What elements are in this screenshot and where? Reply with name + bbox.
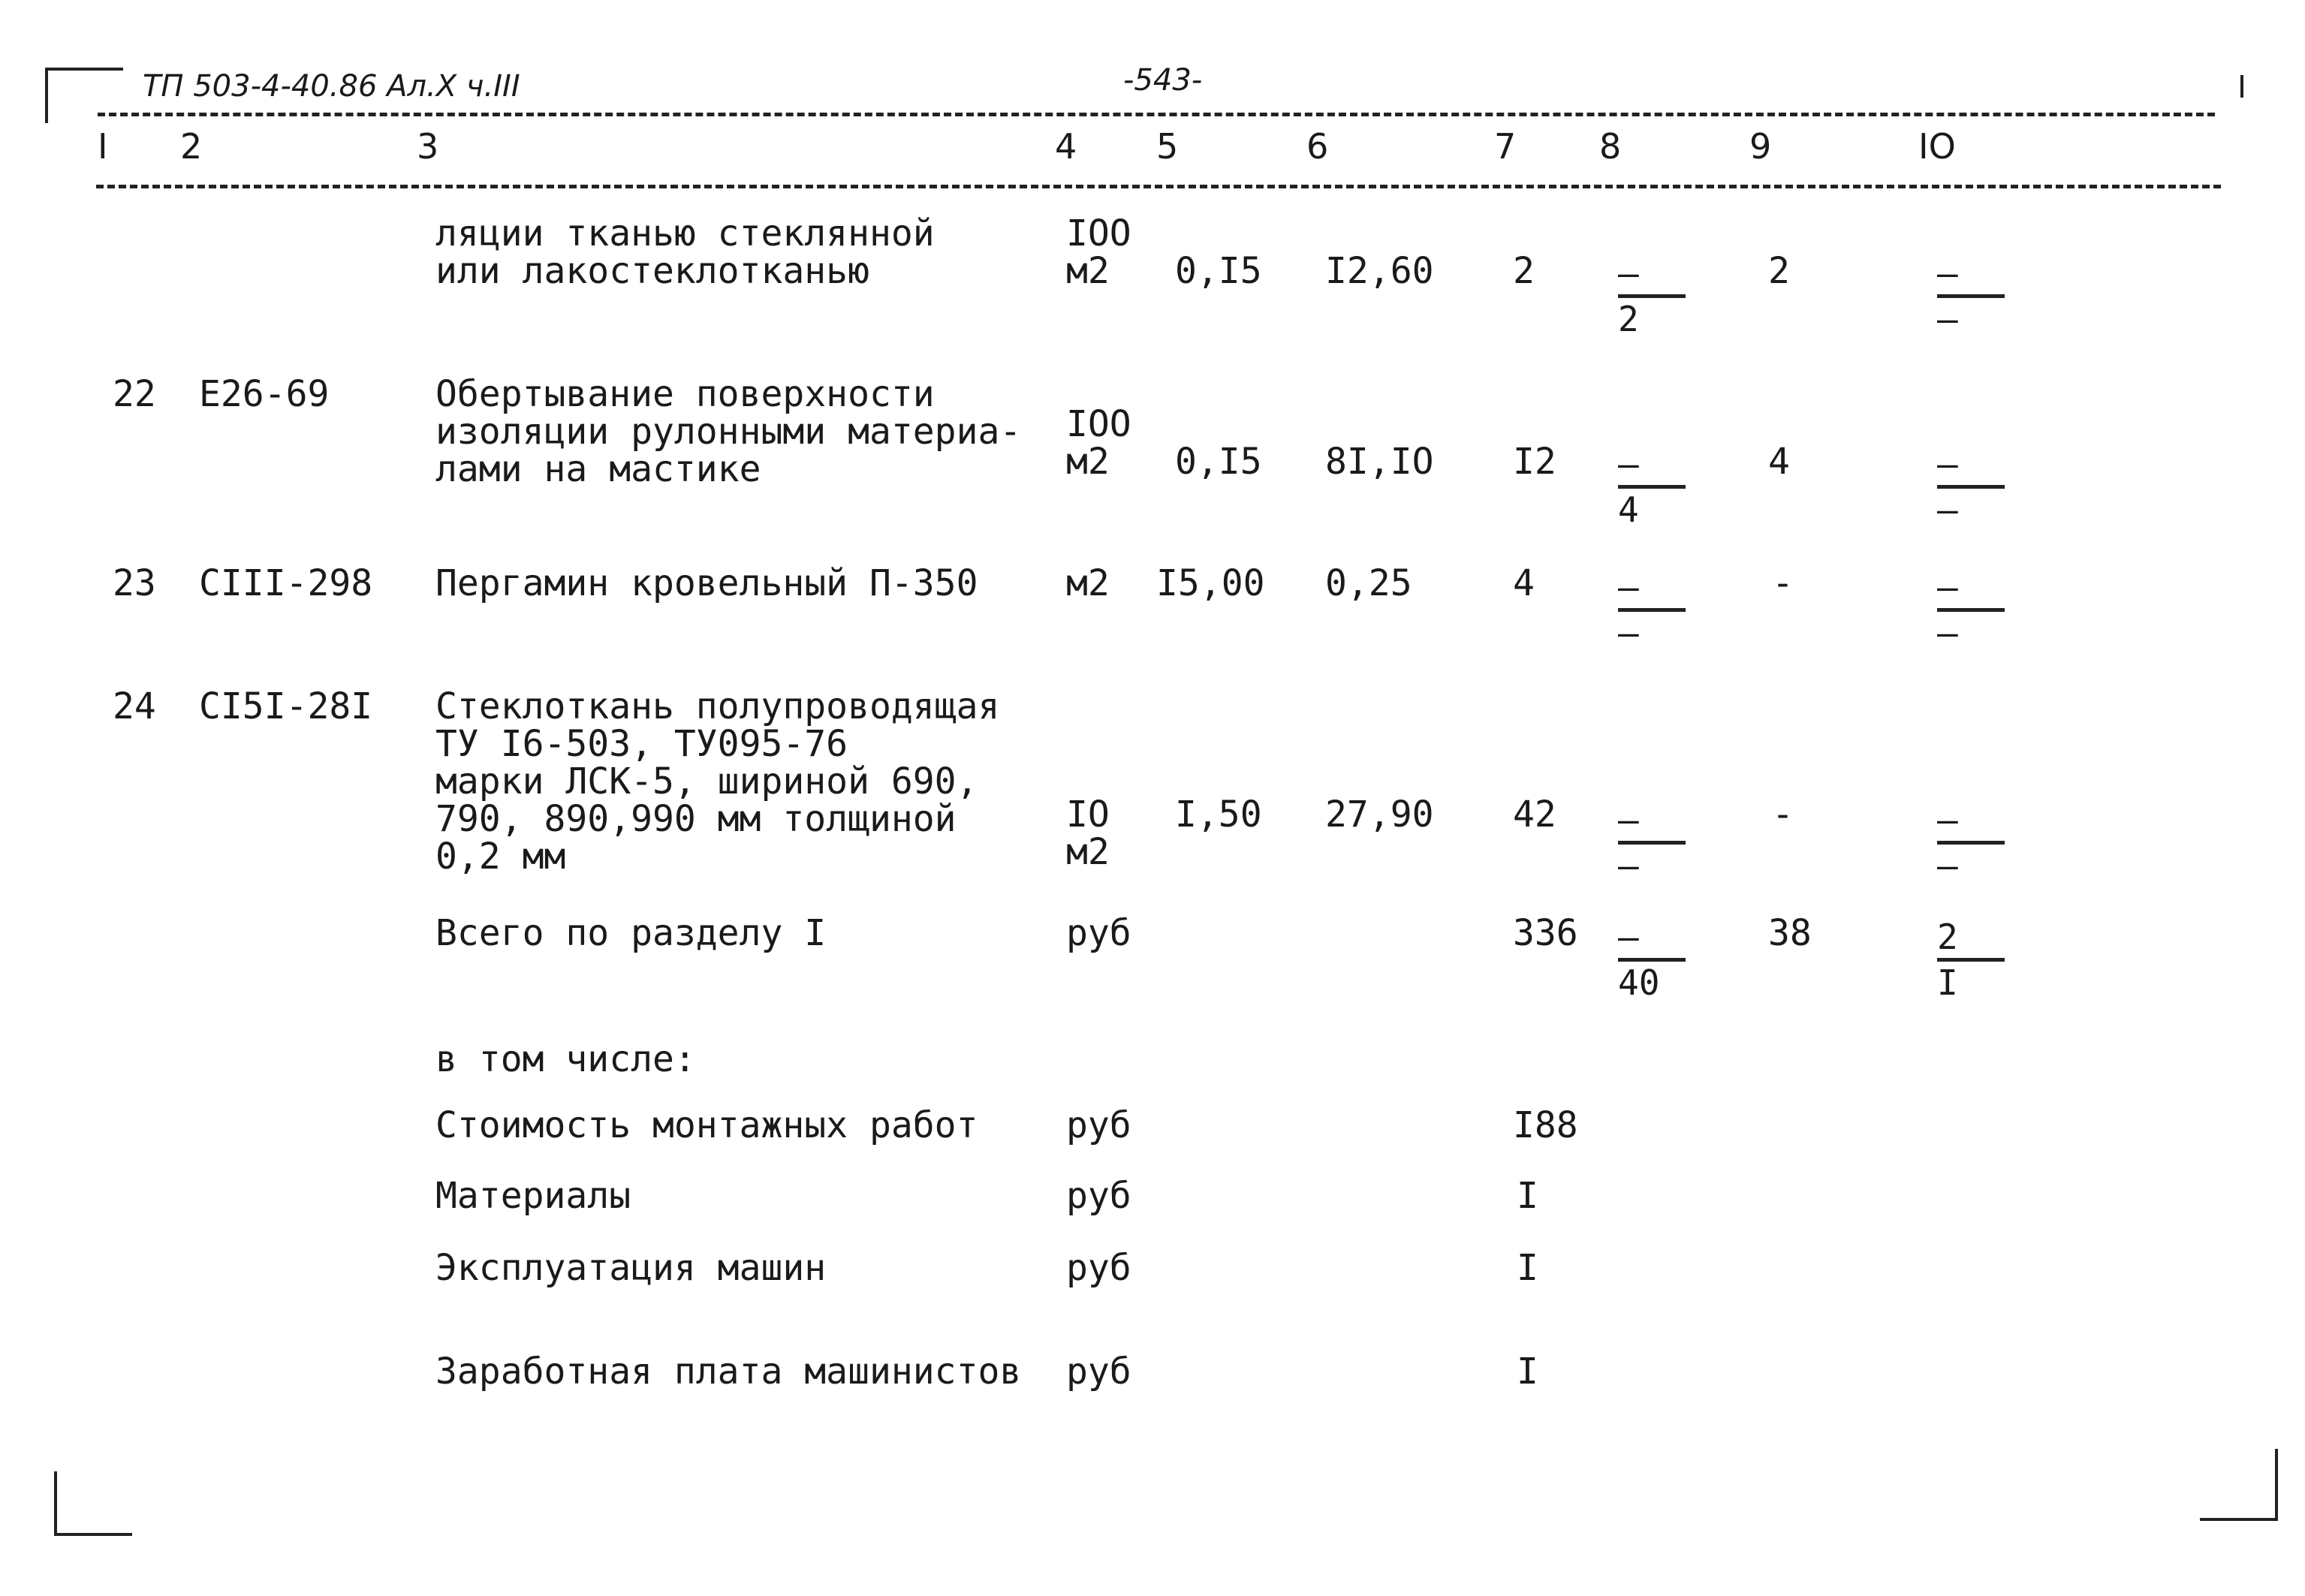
- section-total-col10-fraction: 2 I: [1937, 920, 2020, 999]
- breakdown-value: I: [1517, 1175, 1538, 1217]
- row-unit: IOO м2: [1066, 212, 1131, 292]
- header-rule-bottom: [96, 185, 2221, 188]
- row-description: Пергамин кровельный П-350: [435, 562, 978, 604]
- breakdown-unit: руб: [1066, 1104, 1131, 1146]
- row-description: Обертывание поверхности изоляции рулонными материа- лами на мастике: [435, 373, 1022, 490]
- frame-corner-bottom-left: [54, 1471, 132, 1536]
- row-description: Стеклоткань полупроводящая ТУ I6-503, ТУ095-76 марки ЛСК-5, шириной 690, 790, 890,990 мм толщиной 0,2 мм: [435, 685, 1000, 878]
- row-code: Е26-69: [199, 373, 330, 415]
- column-header-10: IO: [1918, 126, 1956, 167]
- breakdown-unit: руб: [1066, 1247, 1131, 1289]
- row-total: 4: [1513, 562, 1535, 604]
- row-col9: -: [1772, 562, 1794, 604]
- column-header-2: 2: [180, 126, 203, 167]
- section-total-value: 336: [1513, 912, 1578, 954]
- page-number: -543-: [1123, 63, 1203, 98]
- row-quantity: I,50: [1175, 793, 1262, 836]
- breakdown-value: I: [1517, 1247, 1538, 1289]
- breakdown-value: I: [1517, 1351, 1538, 1393]
- document-stamp: ТП 503-4-40.86 Ал.X ч.III: [143, 69, 520, 104]
- column-header-9: 9: [1749, 126, 1772, 167]
- row-col8-fraction: – –: [1618, 571, 1701, 649]
- row-col8-fraction: – 2: [1618, 257, 1701, 336]
- column-header-6: 6: [1306, 126, 1329, 167]
- breakdown-label: Эксплуатация машин: [435, 1247, 827, 1289]
- row-col9: 2: [1768, 250, 1790, 292]
- section-total-label: Всего по разделу I: [435, 912, 827, 954]
- breakdown-label: Материалы: [435, 1175, 631, 1217]
- row-quantity: I5,00: [1156, 562, 1265, 604]
- row-col8-fraction: – –: [1618, 803, 1701, 882]
- row-col10-fraction: – –: [1937, 571, 2020, 649]
- section-total-unit: руб: [1066, 912, 1131, 954]
- row-price: I2,60: [1325, 250, 1434, 292]
- row-price: 0,25: [1325, 562, 1412, 604]
- section-total-col9: 38: [1768, 912, 1812, 954]
- row-total: I2: [1513, 441, 1556, 483]
- row-unit: м2: [1066, 562, 1110, 604]
- row-col10-fraction: – –: [1937, 257, 2020, 336]
- column-header-3: 3: [417, 126, 439, 167]
- breakdown-label: Стоимость монтажных работ: [435, 1104, 978, 1146]
- row-unit: IO м2: [1066, 793, 1110, 873]
- row-code: СIII-298: [199, 562, 373, 604]
- breakdown-label: Заработная плата машинистов: [435, 1351, 1022, 1393]
- column-header-1: I: [98, 126, 108, 167]
- header-rule-top: [98, 113, 2215, 116]
- row-col9: 4: [1768, 441, 1790, 483]
- section-total-col8-fraction: – 40: [1618, 920, 1701, 999]
- row-code: СI5I-28I: [199, 685, 373, 727]
- including-label: в том числе:: [435, 1038, 696, 1080]
- row-number: 24: [113, 685, 156, 727]
- breakdown-value: I88: [1513, 1104, 1578, 1146]
- row-col10-fraction: – –: [1937, 803, 2020, 882]
- column-header-4: 4: [1055, 126, 1077, 167]
- column-header-8: 8: [1599, 126, 1622, 167]
- frame-mark-top-right: [2240, 75, 2243, 98]
- row-price: 27,90: [1325, 793, 1434, 836]
- row-col8-fraction: – 4: [1618, 447, 1701, 526]
- row-quantity: 0,I5: [1175, 250, 1262, 292]
- row-col10-fraction: – –: [1937, 447, 2020, 526]
- frame-corner-bottom-right: [2200, 1449, 2278, 1521]
- row-number: 23: [113, 562, 156, 604]
- column-header-5: 5: [1156, 126, 1179, 167]
- column-header-7: 7: [1494, 126, 1517, 167]
- row-col9: -: [1772, 793, 1794, 836]
- breakdown-unit: руб: [1066, 1175, 1131, 1217]
- breakdown-unit: руб: [1066, 1351, 1131, 1393]
- row-description: ляции тканью стеклянной или лакостеклотканью: [435, 212, 935, 292]
- row-total: 2: [1513, 250, 1535, 292]
- row-total: 42: [1513, 793, 1556, 836]
- row-quantity: 0,I5: [1175, 441, 1262, 483]
- row-number: 22: [113, 373, 156, 415]
- row-price: 8I,IO: [1325, 441, 1434, 483]
- row-unit: IOO м2: [1066, 403, 1131, 483]
